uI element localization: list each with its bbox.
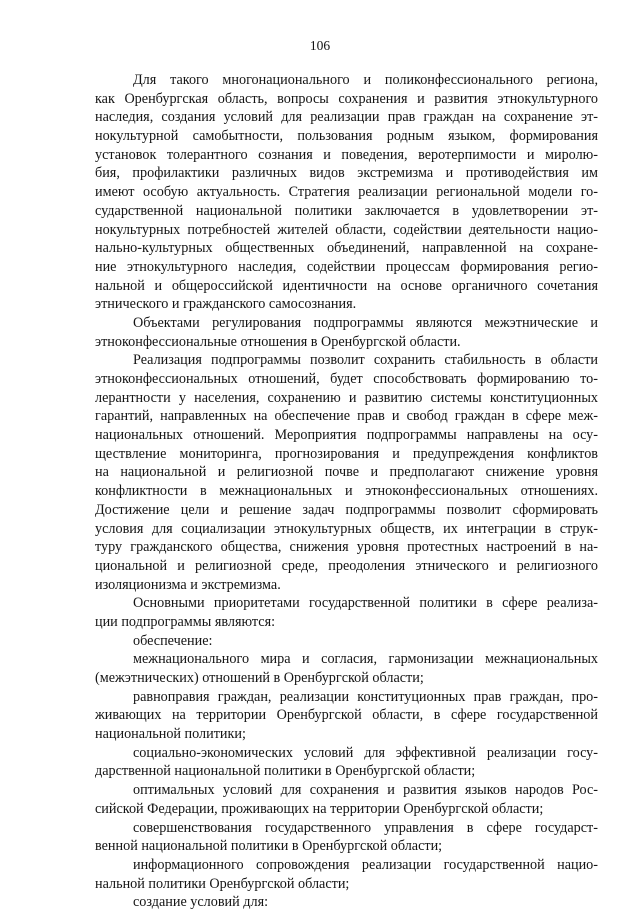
text-line: гарантий, направленных на обеспечение прав и свобод граждан в сфере меж- — [95, 408, 598, 425]
text-line: Реализация подпрограммы позволит сохранить стабильность в области — [133, 352, 598, 369]
text-line: обеспечение: — [133, 632, 213, 649]
text-line: ществление мониторинга, прогнозирования и предупреждения конфликтов — [95, 445, 598, 462]
text-line: наследия, создания условий для реализации прав граждан на сохранение эт- — [95, 109, 598, 126]
text-line: нокультурной самобытности, пользования родным языком, формирования — [95, 128, 598, 145]
text-line: нально-культурных общественных объединений, направленной на сохране- — [95, 240, 598, 257]
text-line: нальной политики Оренбургской области; — [95, 875, 350, 892]
text-line: дарственной национальной политики в Оренбургской области; — [95, 763, 476, 780]
text-line: Объектами регулирования подпрограммы являются межэтнические и — [133, 314, 598, 331]
text-line: межнационального мира и согласия, гармонизации межнациональных — [133, 651, 598, 668]
text-line: этноконфессиональные отношения в Оренбургской области. — [95, 333, 461, 350]
text-line: (межэтнических) отношений в Оренбургской области; — [95, 670, 424, 686]
body-text — [95, 71, 598, 912]
text-line: нокультурных потребностей жителей области, содействии деятельности нацио- — [95, 221, 598, 238]
text-line: создание условий для: — [133, 894, 269, 911]
text-line: ции подпрограммы являются: — [95, 613, 276, 630]
text-line: равноправия граждан, реализации конституционных прав граждан, про- — [133, 688, 598, 705]
page-number: 106 — [309, 38, 331, 53]
text-line: изоляционизма и экстремизма. — [95, 576, 281, 593]
text-line: туру гражданского общества, снижения уровня протестных настроений в на- — [95, 539, 598, 556]
text-line: живающих на территории Оренбургской области, в сфере государственной — [95, 707, 598, 724]
text-line: как Оренбургская область, вопросы сохранения и развития этнокультурного — [95, 90, 598, 107]
text-line: этнического и гражданского самосознания. — [95, 296, 357, 313]
text-line: нальной и общероссийской идентичности на основе органичного сочетания — [95, 277, 598, 294]
text-line: совершенствования государственного управления в сфере государст- — [133, 819, 598, 836]
text-line: сударственной национальной политики заключается в удовлетворении эт- — [95, 202, 598, 219]
text-line: имеют особую актуальность. Стратегия реализации региональной модели го- — [95, 184, 598, 201]
text-line: сийской Федерации, проживающих на территории Оренбургской области; — [95, 800, 544, 817]
text-line: Достижение цели и решение задач подпрограммы позволит сформировать — [95, 501, 598, 518]
text-line: венной национальной политики в Оренбургской области; — [95, 838, 443, 855]
text-line: условия для социализации этнокультурных обществ, их интеграции в струк- — [95, 520, 598, 537]
text-line: социально-экономических условий для эффективной реализации госу- — [133, 744, 598, 761]
text-line: установок толерантного сознания и поведения, веротерпимости и миролю- — [95, 146, 598, 163]
text-line: конфликтности в межнациональных и этноконфессиональных отношениях. — [95, 483, 598, 500]
text-line: Основными приоритетами государственной политики в сфере реализа- — [133, 595, 598, 612]
text-line: оптимальных условий для сохранения и развития языков народов Рос- — [133, 782, 598, 799]
text-line: национальных отношений. Мероприятия подпрограммы направлены на осу- — [95, 427, 598, 444]
text-line: ние этнокультурного наследия, содействии процессам формирования регио- — [95, 258, 598, 275]
text-line: на национальной и религиозной почве и предполагают снижение уровня — [95, 464, 598, 481]
text-line: бия, профилактики различных видов экстремизма и противодействия им — [95, 165, 598, 182]
text-line: этноконфессиональных отношений, будет способствовать формированию то- — [95, 371, 598, 387]
text-line: лерантности у населения, сохранению и развитию системы конституционных — [95, 389, 598, 406]
text-line: циональной и религиозной среде, преодоления этнического и религиозного — [95, 557, 598, 574]
text-line: Для такого многонационального и поликонфессионального региона, — [133, 72, 598, 88]
text-line: информационного сопровождения реализации государственной нацио- — [133, 856, 598, 873]
text-line: национальной политики; — [95, 726, 246, 743]
